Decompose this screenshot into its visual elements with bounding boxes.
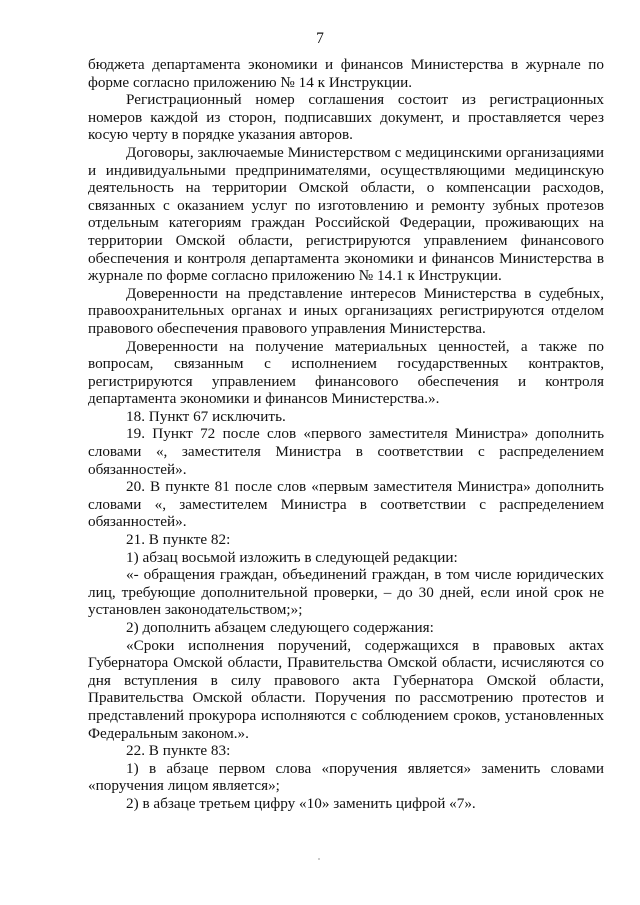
page-number: 7 <box>316 30 324 47</box>
paragraph-item-22-sub-2: 2) в абзаце третьем цифру «10» заменить цифрой «7». <box>126 794 476 812</box>
paragraph-item-21: 21. В пункте 82: <box>126 531 231 549</box>
paragraph-item-21-sub-1: 1) абзац восьмой изложить в следующей редакции: <box>126 548 458 566</box>
paragraph-registration-number: Регистрационный номер соглашения состоит из регистрационных номеров каждой из сторон, подписавших документ, и проставляется через косую черту в порядке указания авторов. <box>88 91 604 144</box>
paragraph-powers-of-attorney-material: Доверенности на получение материальных ценностей, а также по вопросам, связанным с исполнением государственных контрактов, регистрируются управлением финансового обеспечения и контроля департамента экономики и финансов Министерства.». <box>88 337 604 408</box>
paragraph-deadlines-quote: «Сроки исполнения поручений, содержащихся в правовых актах Губернатора Омской области, Правительства Омской области, исчисляются со дня вступления в силу правового акта Губернатора Омской области, Правительства Омской области. Поручения по рассмотрению протестов и представлений прокурора исполняются с соблюдением сроков, установленных Федеральным законом.». <box>88 636 604 742</box>
paragraph-powers-of-attorney-legal: Доверенности на представление интересов Министерства в судебных, правоохранительных органах и иных организациях регистрируются отделом правового обеспечения правового управления Министерства. <box>88 284 604 337</box>
paragraph-item-22-sub-1: 1) в абзаце первом слова «поручения является» заменить словами «поручения лицом является»; <box>88 759 604 795</box>
paragraph-contracts-registration: Договоры, заключаемые Министерством с медицинскими организациями и индивидуальными предпринимателями, осуществляющими медицинскую деятельность на территории Омской области, о компенсации расходов, связанных с оказанием услуг по изготовлению и ремонту зубных протезов отдельным категориям граждан Российской Федерации, проживающих на территории Омской области, регистрируются управлением финансового обеспечения и контроля департамента экономики и финансов Министерства в журнале по форме согласно приложению № 14.1 к Инструкции. <box>88 143 604 285</box>
paragraph-item-18: 18. Пункт 67 исключить. <box>126 407 286 425</box>
scan-speck <box>318 858 320 860</box>
document-body <box>88 56 604 813</box>
paragraph-item-22: 22. В пункте 83: <box>126 742 231 760</box>
paragraph-item-20: 20. В пункте 81 после слов «первым заместителя Министра» дополнить словами «, заместителем Министра в соответствии с распределением обязанностей». <box>88 478 604 531</box>
paragraph-item-19: 19. Пункт 72 после слов «первого заместителя Министра» дополнить словами «, заместителя Министра в соответствии с распределением обязанностей». <box>88 425 604 478</box>
paragraph-citizen-appeals-quote: «- обращения граждан, объединений граждан, в том числе юридических лиц, требующие дополнительной проверки, – до 30 дней, если иной срок не установлен законодательством;»; <box>88 566 604 619</box>
paragraph-item-21-sub-2: 2) дополнить абзацем следующего содержания: <box>126 619 434 636</box>
paragraph-budget-journal: бюджета департамента экономики и финансов Министерства в журнале по форме согласно приложению № 14 к Инструкции. <box>88 56 604 91</box>
